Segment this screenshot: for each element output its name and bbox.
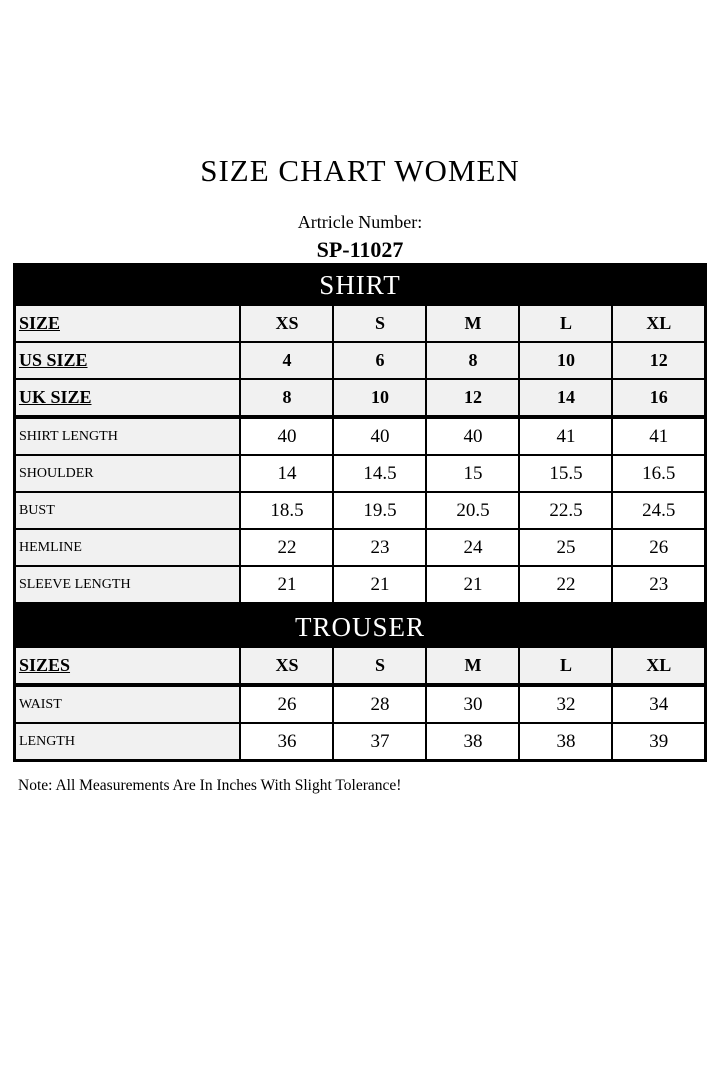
row-label: US SIZE: [14, 342, 240, 379]
table-row: [14, 566, 705, 604]
page-title: SIZE CHART WOMEN: [200, 153, 520, 188]
cell-value: L: [519, 305, 612, 342]
row-label: SHIRT LENGTH: [14, 417, 240, 455]
cell-value: 39: [612, 723, 705, 761]
cell-value: 21: [240, 566, 333, 604]
cell-value: 8: [240, 379, 333, 417]
cell-value: XS: [240, 647, 333, 685]
table-row: [14, 379, 705, 417]
row-label: SIZE: [14, 305, 240, 342]
cell-value: S: [333, 305, 426, 342]
cell-value: 41: [612, 417, 705, 455]
cell-value: 14.5: [333, 455, 426, 492]
row-label: LENGTH: [14, 723, 240, 761]
cell-value: 40: [240, 417, 333, 455]
cell-value: XS: [240, 305, 333, 342]
cell-value: M: [426, 647, 519, 685]
cell-value: 38: [519, 723, 612, 761]
cell-value: L: [519, 647, 612, 685]
cell-value: 23: [333, 529, 426, 566]
table-row: [14, 305, 705, 342]
row-label: HEMLINE: [14, 529, 240, 566]
table-row: [14, 529, 705, 566]
table-row: [14, 607, 705, 648]
cell-value: 16: [612, 379, 705, 417]
cell-value: 21: [426, 566, 519, 604]
table-row: [14, 265, 705, 306]
cell-value: 32: [519, 685, 612, 723]
shirt-size-table: [13, 263, 707, 605]
table-row: [14, 417, 705, 455]
row-label: SHOULDER: [14, 455, 240, 492]
cell-value: 26: [240, 685, 333, 723]
table-row: [14, 342, 705, 379]
cell-value: 12: [612, 342, 705, 379]
row-label: UK SIZE: [14, 379, 240, 417]
cell-value: 41: [519, 417, 612, 455]
cell-value: 26: [612, 529, 705, 566]
cell-value: 34: [612, 685, 705, 723]
row-label: WAIST: [14, 685, 240, 723]
cell-value: 6: [333, 342, 426, 379]
cell-value: 14: [519, 379, 612, 417]
cell-value: 12: [426, 379, 519, 417]
row-label: SIZES: [14, 647, 240, 685]
cell-value: 22.5: [519, 492, 612, 529]
cell-value: 36: [240, 723, 333, 761]
cell-value: 25: [519, 529, 612, 566]
row-label: SLEEVE LENGTH: [14, 566, 240, 604]
row-label: BUST: [14, 492, 240, 529]
cell-value: 38: [426, 723, 519, 761]
cell-value: 4: [240, 342, 333, 379]
cell-value: M: [426, 305, 519, 342]
cell-value: 18.5: [240, 492, 333, 529]
cell-value: XL: [612, 305, 705, 342]
measurements-note: Note: All Measurements Are In Inches With Slight Tolerance!: [18, 777, 402, 794]
article-number-label: Artricle Number:: [297, 212, 423, 232]
cell-value: 10: [519, 342, 612, 379]
cell-value: 15.5: [519, 455, 612, 492]
shirt-table-header: SHIRT: [14, 265, 705, 306]
cell-value: 16.5: [612, 455, 705, 492]
cell-value: 14: [240, 455, 333, 492]
cell-value: 22: [519, 566, 612, 604]
cell-value: 28: [333, 685, 426, 723]
cell-value: 19.5: [333, 492, 426, 529]
cell-value: XL: [612, 647, 705, 685]
article-number: SP-11027: [316, 237, 404, 262]
trouser-size-table: [13, 605, 707, 762]
table-row: [14, 723, 705, 761]
table-row: [14, 455, 705, 492]
table-row: [14, 685, 705, 723]
cell-value: 8: [426, 342, 519, 379]
cell-value: 15: [426, 455, 519, 492]
table-row: [14, 492, 705, 529]
table-row: [14, 647, 705, 685]
cell-value: 10: [333, 379, 426, 417]
cell-value: 22: [240, 529, 333, 566]
trouser-table-header: TROUSER: [14, 607, 705, 648]
cell-value: 40: [426, 417, 519, 455]
cell-value: 24.5: [612, 492, 705, 529]
cell-value: 20.5: [426, 492, 519, 529]
cell-value: 24: [426, 529, 519, 566]
cell-value: 30: [426, 685, 519, 723]
cell-value: 40: [333, 417, 426, 455]
cell-value: 21: [333, 566, 426, 604]
cell-value: 37: [333, 723, 426, 761]
cell-value: S: [333, 647, 426, 685]
cell-value: 23: [612, 566, 705, 604]
